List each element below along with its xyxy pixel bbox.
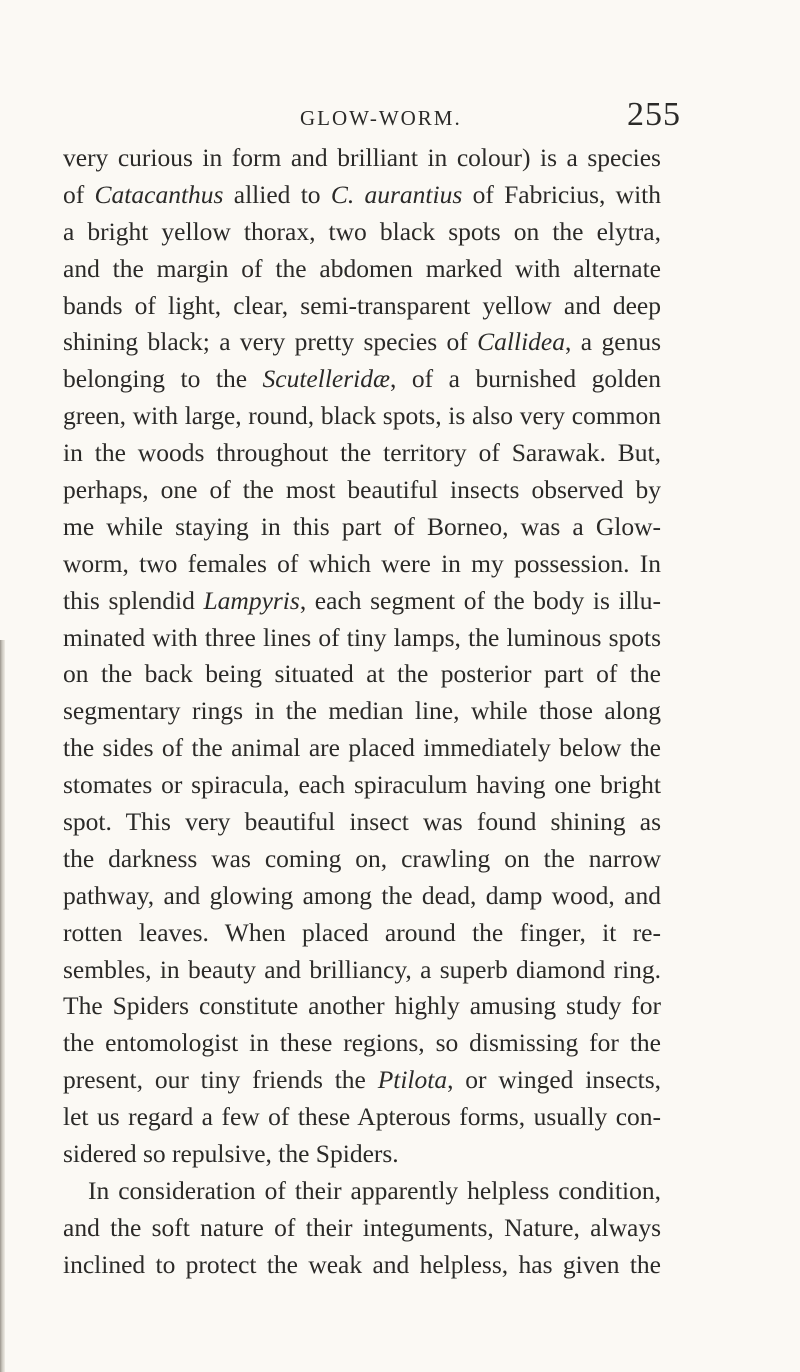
species-name: C. aurantius	[330, 179, 463, 209]
text-line: worm, two females of which were in my possession. In	[63, 548, 661, 578]
text-line: very curious in form and brilliant in colour) is a species	[63, 143, 661, 172]
text-line: in the woods throughout the territory of Sarawak. But,	[63, 438, 661, 468]
text-line: this splendid Lampyris, each segment of the body is illu-	[63, 585, 661, 615]
text-line: inclined to protect the weak and helpless, has given the	[63, 1249, 661, 1279]
text-line: pathway, and glowing among the dead, damp wood, and	[63, 880, 661, 910]
text-line: belonging to the Scutelleridæ, of a burnished golden	[63, 364, 661, 394]
text-line: stomates or spiracula, each spiraculum having one bright	[63, 770, 661, 800]
running-head	[0, 96, 800, 136]
text-line: the entomologist in these regions, so dismissing for the	[63, 1028, 661, 1058]
text-line: the darkness was coming on, crawling on the narrow	[63, 843, 661, 873]
text-line: on the back being situated at the posterior part of the	[63, 659, 661, 689]
text-line: spot. This very beautiful insect was found shining as	[63, 807, 661, 837]
text-line: minated with three lines of tiny lamps, the luminous spots	[63, 622, 661, 652]
running-title: GLOW-WORM.	[300, 106, 462, 130]
text-line: the sides of the animal are placed immediately below the	[63, 733, 661, 763]
text-line: green, with large, round, black spots, is also very common	[63, 401, 661, 431]
body-text	[63, 140, 661, 1284]
paragraph-start-line: In consideration of their apparently helpless condition,	[88, 1175, 661, 1205]
genus-name: Lampyris	[203, 585, 300, 615]
text-line: sembles, in beauty and brilliancy, a superb diamond ring.	[63, 954, 661, 984]
text-line: rotten leaves. When placed around the finger, it re-	[63, 917, 661, 947]
text-line: let us regard a few of these Apterous forms, usually con-	[63, 1102, 661, 1132]
text-line: and the margin of the abdomen marked with alternate	[63, 253, 661, 283]
text-line: a bright yellow thorax, two black spots on the elytra,	[63, 216, 661, 246]
text-line: shining black; a very pretty species of Callidea, a genus	[63, 327, 661, 357]
text-line: sidered so repulsive, the Spiders.	[63, 1139, 399, 1169]
species-name: Catacanthus	[94, 179, 224, 209]
text-line: bands of light, clear, semi-transparent yellow and deep	[63, 290, 661, 320]
text-line: me while staying in this part of Borneo, was a Glow-	[63, 511, 661, 541]
text-line: and the soft nature of their integuments, Nature, always	[63, 1212, 661, 1242]
text-line: of Catacanthus allied to C. aurantius of Fabricius, with	[63, 179, 662, 209]
genus-name: Callidea	[477, 327, 566, 357]
page-number: 255	[627, 96, 681, 133]
family-name: Scutelleridæ	[262, 364, 391, 394]
text-line: perhaps, one of the most beautiful insects observed by	[63, 475, 661, 505]
text-line: segmentary rings in the median line, while those along	[63, 696, 661, 726]
page-edge-shadow	[0, 640, 5, 1372]
text-line: The Spiders constitute another highly amusing study for	[63, 991, 661, 1021]
text-line: present, our tiny friends the Ptilota, or winged insects,	[63, 1065, 661, 1095]
group-name: Ptilota	[377, 1065, 448, 1095]
